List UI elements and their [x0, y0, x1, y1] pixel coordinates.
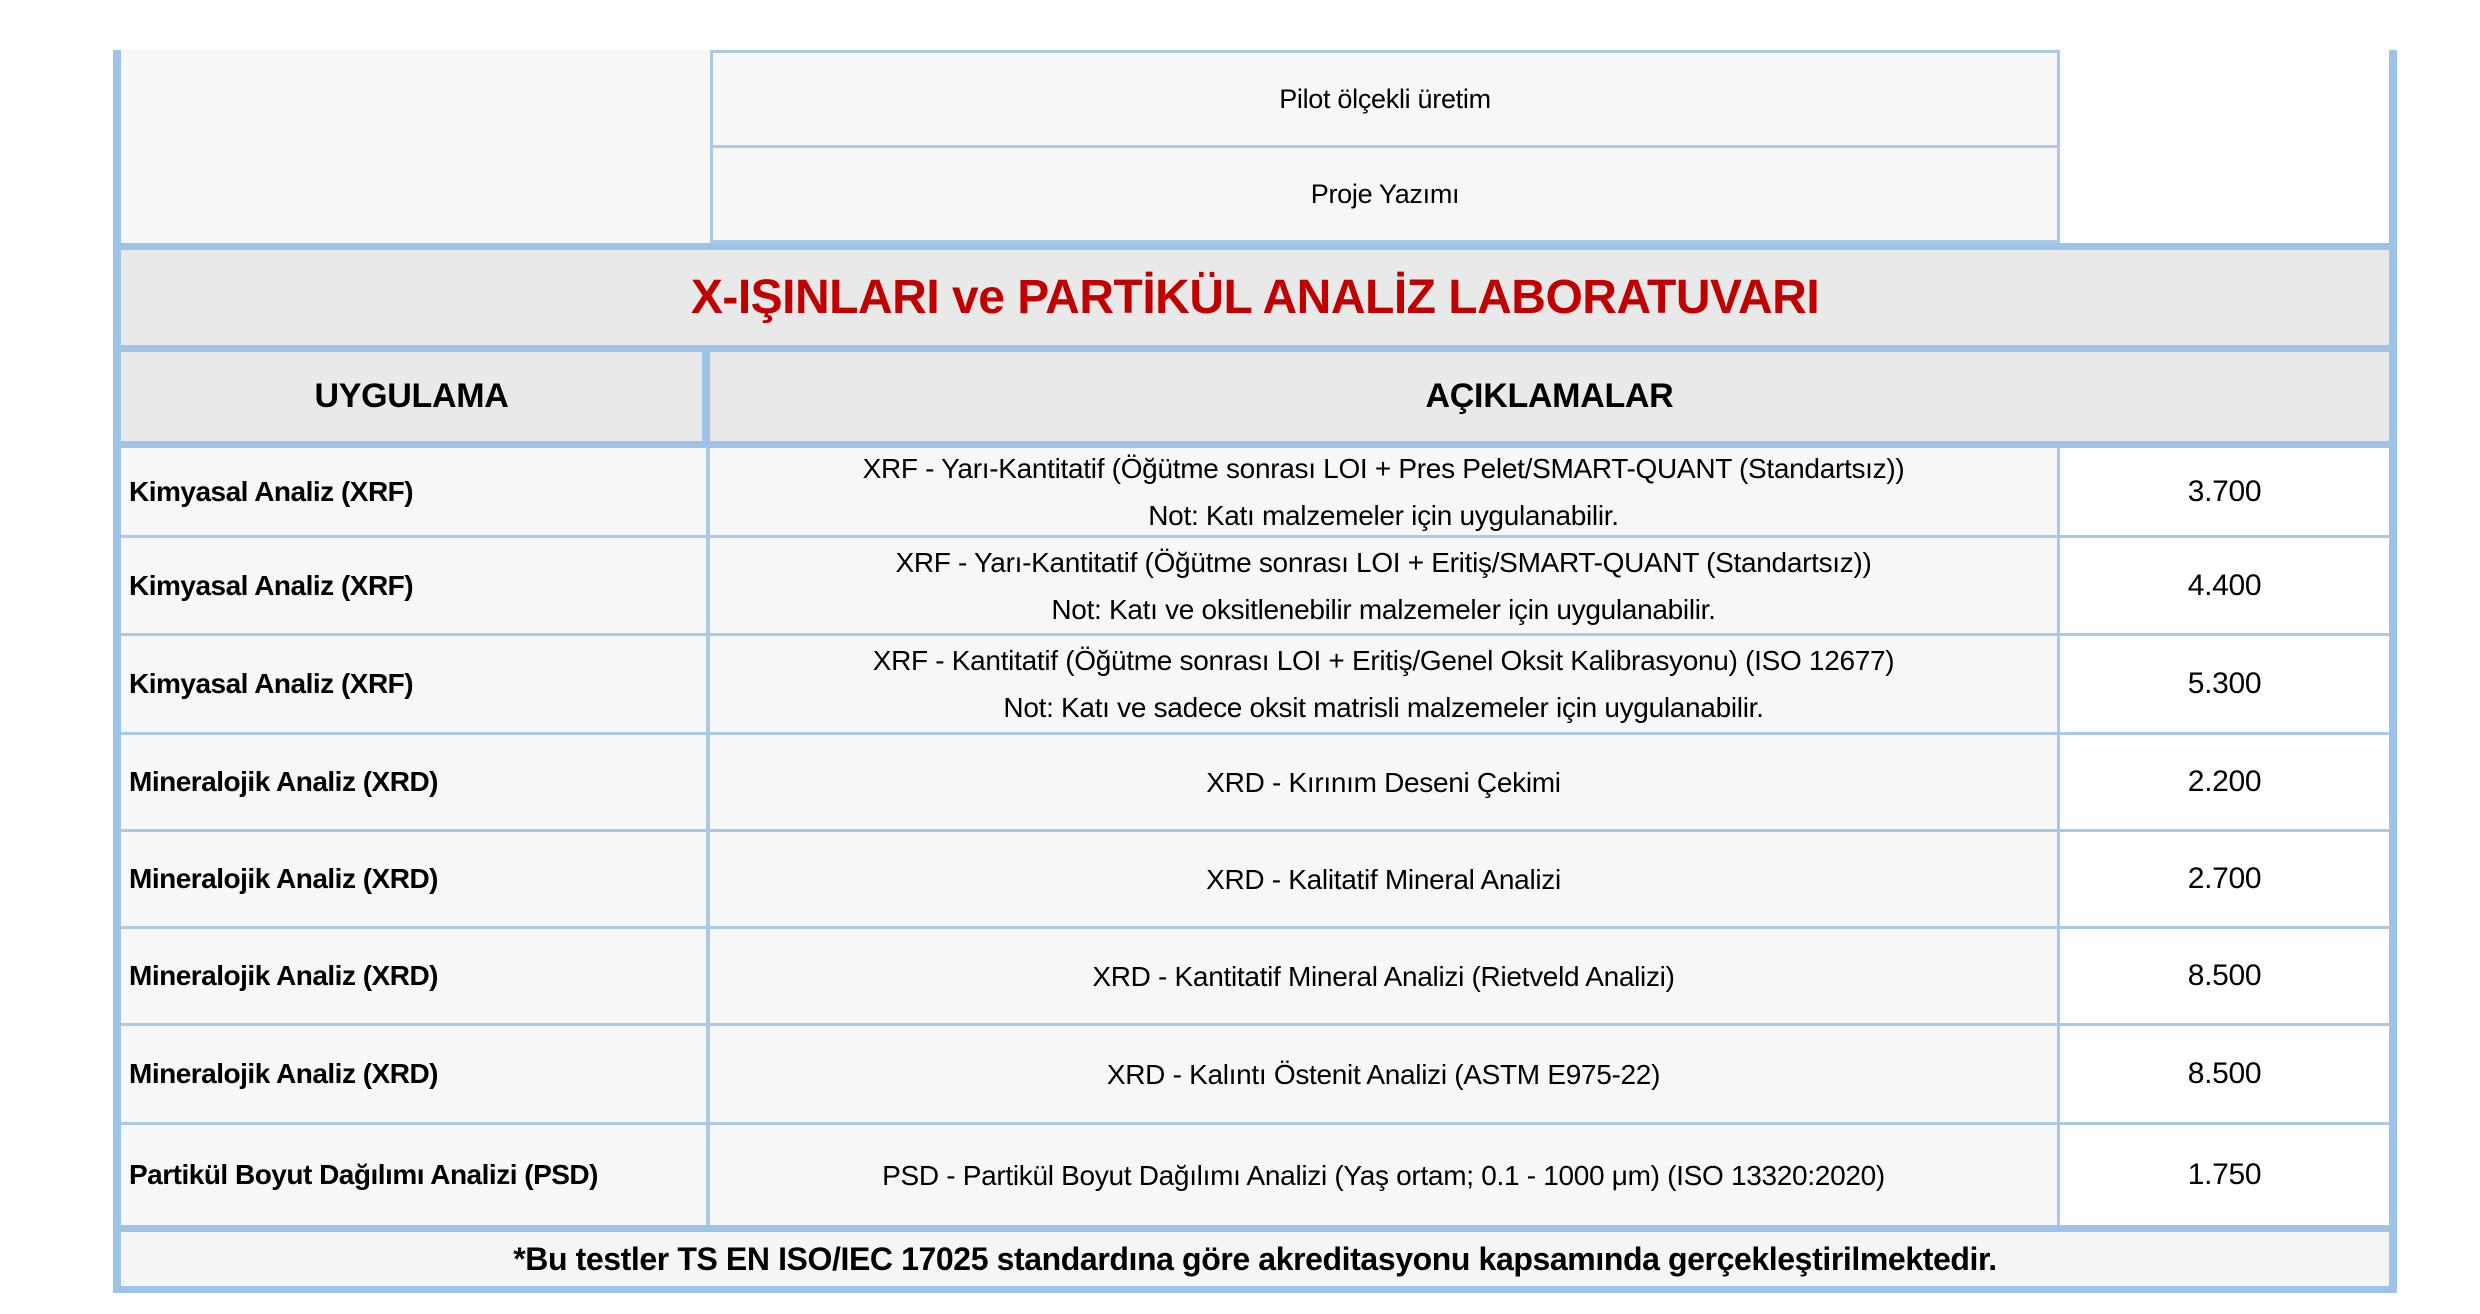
row-description-cell: [710, 832, 2060, 929]
thick-divider: [121, 345, 2389, 352]
lab-price-table: [113, 50, 2397, 1293]
description-line: XRF - Kantitatif (Öğütme sonrası LOI + Eritiş/Genel Oksit Kalibrasyonu) (ISO 12677): [872, 645, 1895, 676]
row-description-cell: [710, 1125, 2060, 1225]
row-price-cell: 8.500: [2060, 1026, 2389, 1125]
section-title-text: X-IŞINLARI ve PARTİKÜL ANALİZ LABORATUVARI: [690, 271, 1820, 324]
top-cell-label: Pilot ölçekli üretim: [1279, 83, 1491, 114]
description-line: XRD - Kırınım Deseni Çekimi: [1206, 766, 1561, 798]
column-header-label: UYGULAMA: [314, 377, 509, 415]
row-description-cell: [710, 929, 2060, 1026]
row-description-cell: [710, 538, 2060, 636]
row-price-cell: 4.400: [2060, 538, 2389, 636]
row-price-cell: 2.700: [2060, 832, 2389, 929]
top-cell-pilot-olcekli-uretim: [710, 50, 2060, 148]
row-price-cell: 2.200: [2060, 735, 2389, 832]
row-application-cell: Kimyasal Analiz (XRF): [121, 538, 710, 636]
thick-divider: [121, 243, 2389, 250]
column-header-aciklamalar: [710, 352, 2389, 441]
column-header-uygulama: [121, 352, 710, 441]
row-price-cell: 8.500: [2060, 929, 2389, 1026]
description-line: Not: Katı ve oksitlenebilir malzemeler için uygulanabilir.: [1051, 593, 1716, 625]
row-application-cell: Partikül Boyut Dağılımı Analizi (PSD): [121, 1125, 710, 1225]
description-line: XRF - Yarı-Kantitatif (Öğütme sonrası LOI + Pres Pelet/SMART-QUANT (Standartsız)): [862, 452, 1905, 484]
row-description-cell: [710, 1026, 2060, 1125]
row-description-cell: [710, 636, 2060, 735]
row-price-cell: 5.300: [2060, 636, 2389, 735]
description-line: Not: Katı ve sadece oksit matrisli malzemeler için uygulanabilir.: [1003, 692, 1764, 723]
top-left-empty-cell: [121, 50, 710, 243]
description-line: XRD - Kalıntı Östenit Analizi (ASTM E975-22): [1106, 1058, 1661, 1090]
section-title-banner: [121, 250, 2389, 345]
thick-divider: [121, 1225, 2389, 1232]
row-description-cell: [710, 448, 2060, 538]
column-header-label: AÇIKLAMALAR: [1425, 377, 1674, 415]
row-application-cell: Kimyasal Analiz (XRF): [121, 448, 710, 538]
row-price-cell: 1.750: [2060, 1125, 2389, 1225]
description-line: XRD - Kalitatif Mineral Analizi: [1206, 863, 1561, 895]
top-cell-label: Proje Yazımı: [1310, 178, 1460, 209]
row-price-cell: 3.700: [2060, 448, 2389, 538]
description-line: XRF - Yarı-Kantitatif (Öğütme sonrası LOI + Eritiş/SMART-QUANT (Standartsız)): [895, 546, 1872, 578]
row-application-cell: Mineralojik Analiz (XRD): [121, 832, 710, 929]
row-application-cell: Kimyasal Analiz (XRF): [121, 636, 710, 735]
footer-note-text: *Bu testler TS EN ISO/IEC 17025 standardına göre akreditasyonu kapsamında gerçekleştirilmektedir.: [513, 1240, 1997, 1277]
row-application-cell: Mineralojik Analiz (XRD): [121, 735, 710, 832]
footer-note: [121, 1232, 2389, 1286]
row-application-cell: Mineralojik Analiz (XRD): [121, 929, 710, 1026]
row-description-cell: [710, 735, 2060, 832]
description-line: PSD - Partikül Boyut Dağılımı Analizi (Yaş ortam; 0.1 - 1000 μm) (ISO 13320:2020): [882, 1159, 1885, 1191]
row-application-cell: Mineralojik Analiz (XRD): [121, 1026, 710, 1125]
top-cell-proje-yazimi: [710, 148, 2060, 243]
description-line: Not: Katı malzemeler için uygulanabilir.: [1148, 499, 1619, 531]
description-line: XRD - Kantitatif Mineral Analizi (Rietveld Analizi): [1092, 960, 1675, 992]
